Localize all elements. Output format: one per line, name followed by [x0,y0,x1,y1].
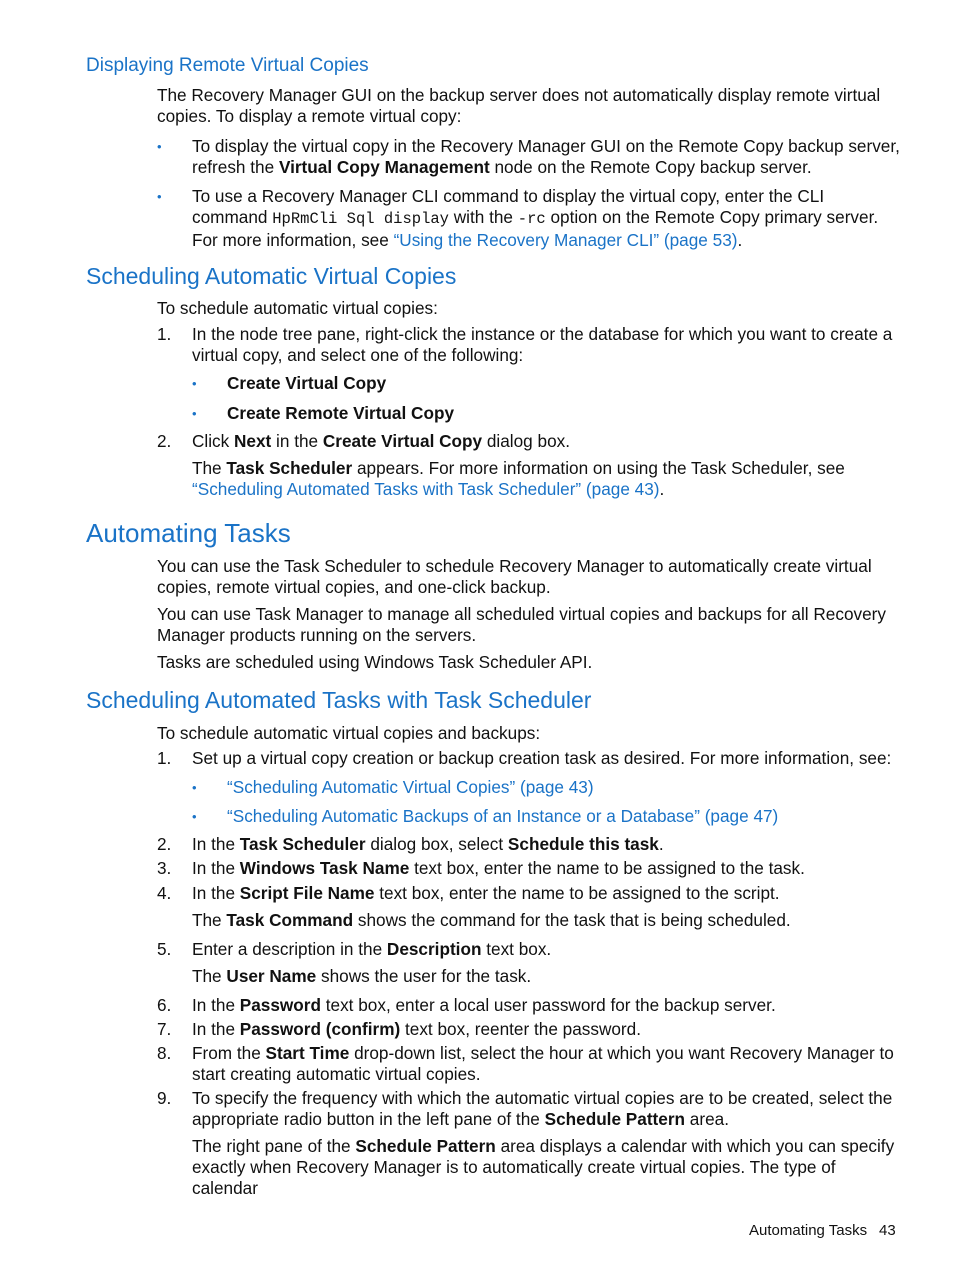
step-number: 8. [157,1043,172,1063]
list-item: To display the virtual copy in the Recovery Manager GUI on the Remote Copy backup server, refresh the Virtual Copy Management node on the Remote Copy backup server. [192,136,900,177]
heading-automating-tasks: Automating Tasks [86,518,291,548]
heading-scheduling-automatic-virtual-copies: Scheduling Automatic Virtual Copies [86,263,457,289]
paragraph: You can use Task Manager to manage all scheduled virtual copies and backups for all Recovery Manager products running on the servers. [157,604,886,645]
list-item: To use a Recovery Manager CLI command to display the virtual copy, enter the CLI command HpRmCli Sql display with the -rc option on the Remote Copy primary server. For more information, see “Using the Recovery Manager CLI” (page 53). [192,186,879,250]
step-note: The Task Command shows the command for the task that is being scheduled. [192,910,791,930]
option-create-virtual-copy: Create Virtual Copy [227,373,387,393]
step-text: In the Task Scheduler dialog box, select Schedule this task. [192,834,664,854]
bullet-icon: • [192,406,197,421]
step-text: In the Windows Task Name text box, enter the name to be assigned to the task. [192,858,805,878]
paragraph: To schedule automatic virtual copies: [157,298,438,318]
link-scheduling-automatic-backups[interactable]: “Scheduling Automatic Backups of an Instance or a Database” (page 47) [227,806,779,826]
link-scheduling-automatic-virtual-copies[interactable]: “Scheduling Automatic Virtual Copies” (page 43) [227,777,594,797]
paragraph: You can use the Task Scheduler to schedule Recovery Manager to automatically create virtual copies, remote virtual copies, and one-click backup. [157,556,872,597]
bullet-icon: • [192,809,197,824]
step-text: In the Password text box, enter a local user password for the backup server. [192,995,776,1015]
step-note: The Task Scheduler appears. For more information on using the Task Scheduler, see “Scheduling Automated Tasks with Task Scheduler” (page 43). [192,458,845,499]
step-text: From the Start Time drop-down list, select the hour at which you want Recovery Manager to start creating automatic virtual copies. [192,1043,894,1084]
step-text: Set up a virtual copy creation or backup creation task as desired. For more information, see: [192,748,892,768]
step-number: 7. [157,1019,172,1039]
bullet-icon: • [192,780,197,795]
step-number: 1. [157,324,172,344]
footer-section-title: Automating Tasks [749,1222,868,1239]
step-text: Enter a description in the Description text box. [192,939,552,959]
paragraph: Tasks are scheduled using Windows Task Scheduler API. [157,652,593,672]
step-number: 3. [157,858,172,878]
step-text: In the node tree pane, right-click the instance or the database for which you want to create a virtual copy, and select one of the following: [192,324,893,365]
link-scheduling-automated-tasks[interactable]: “Scheduling Automated Tasks with Task Scheduler” (page 43) [192,479,660,499]
step-text: In the Script File Name text box, enter the name to be assigned to the script. [192,883,780,903]
step-text: In the Password (confirm) text box, reenter the password. [192,1019,641,1039]
step-number: 5. [157,939,172,959]
step-number: 2. [157,834,172,854]
heading-displaying-remote-virtual-copies: Displaying Remote Virtual Copies [86,55,369,76]
step-number: 4. [157,883,172,903]
step-note: The User Name shows the user for the task. [192,966,532,986]
link-using-cli[interactable]: “Using the Recovery Manager CLI” (page 53) [393,230,738,250]
step-number: 9. [157,1088,172,1108]
paragraph: To schedule automatic virtual copies and backups: [157,723,541,743]
step-number: 1. [157,748,172,768]
step-text: Click Next in the Create Virtual Copy dialog box. [192,431,571,451]
bullet-icon: • [157,189,162,204]
heading-scheduling-automated-tasks: Scheduling Automated Tasks with Task Scheduler [86,687,592,713]
page-number: 43 [879,1222,896,1239]
option-create-remote-virtual-copy: Create Remote Virtual Copy [227,403,455,423]
step-note: The right pane of the Schedule Pattern area displays a calendar with which you can specify exactly when Recovery Manager is to automatically create virtual copies. The type of calendar [192,1136,895,1198]
step-number: 6. [157,995,172,1015]
paragraph: The Recovery Manager GUI on the backup server does not automatically display remote virtual copies. To display a remote virtual copy: [157,85,881,126]
bullet-icon: • [157,139,162,154]
step-text: To specify the frequency with which the automatic virtual copies are to be created, select the appropriate radio button in the left pane of the Schedule Pattern area. [192,1088,893,1129]
bullet-icon: • [192,376,197,391]
step-number: 2. [157,431,172,451]
